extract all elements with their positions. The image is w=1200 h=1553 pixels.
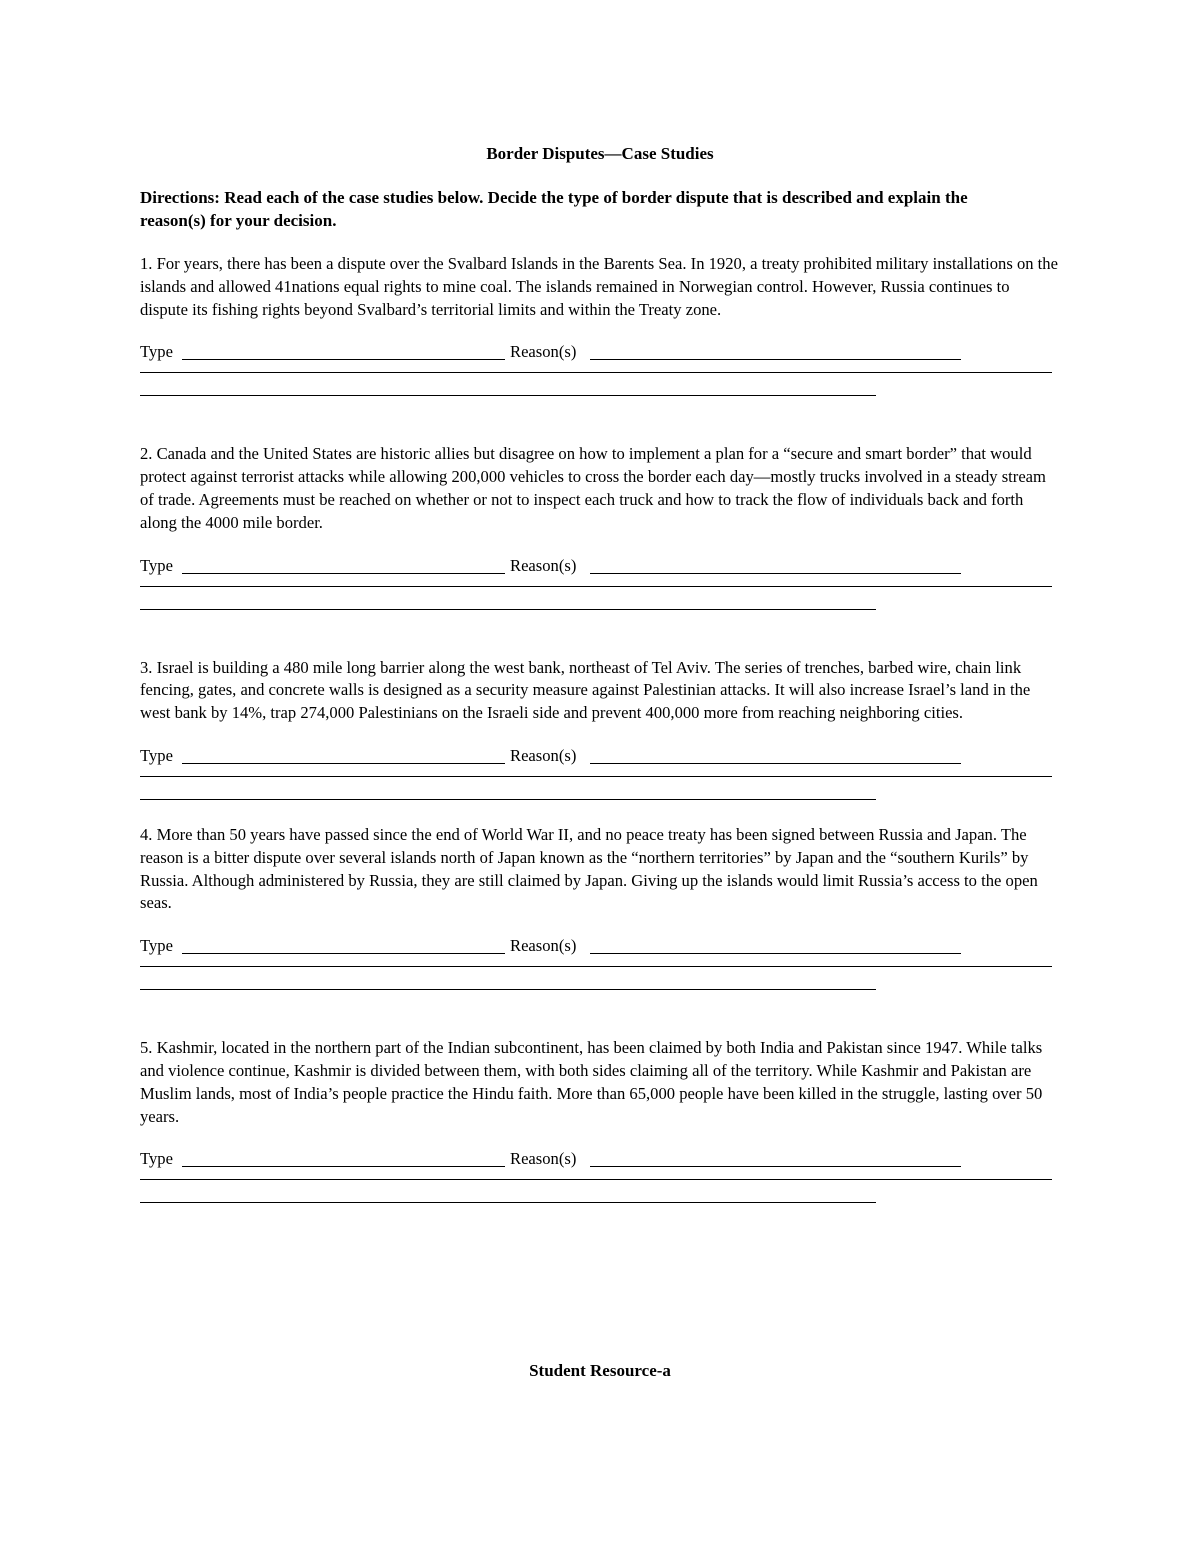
reason-answer-blank[interactable] [590, 1166, 961, 1167]
type-answer-blank[interactable] [182, 359, 505, 360]
case-study-5 [140, 1037, 1060, 1203]
reason-answer-line[interactable] [140, 372, 1052, 373]
type-answer-blank[interactable] [182, 953, 505, 954]
reason-answer-line[interactable] [140, 1202, 876, 1203]
type-label: Type [140, 745, 173, 765]
reason-answer-line[interactable] [140, 776, 1052, 777]
reason-label: Reason(s) [510, 342, 577, 362]
page-title: Border Disputes—Case Studies [486, 144, 714, 163]
type-answer-blank[interactable] [182, 1166, 505, 1167]
type-answer-blank[interactable] [182, 763, 505, 764]
reason-answer-line[interactable] [140, 586, 1052, 587]
case-study-text: 3. Israel is building a 480 mile long barrier along the west bank, northeast of Tel Aviv. The series of trenches, barbed wire, chain link fencing, gates, and concrete walls is designed as a security measure against Palestinian attacks. It will also increase Israel’s land in the west bank by 14%, trap 274,000 Palestinians on the Israeli side and prevent 400,000 more from reaching neighboring cities. [140, 657, 1031, 723]
reason-label: Reason(s) [510, 555, 577, 575]
reason-answer-blank[interactable] [590, 573, 961, 574]
reason-answer-line[interactable] [140, 989, 876, 990]
case-study-text: 4. More than 50 years have passed since the end of World War II, and no peace treaty has been signed between Russia and Japan. The reason is a bitter dispute over several islands north of Japan known as the “northern territories” by Japan and the “southern Kurils” by Russia. Although administered by Russia, they are still claimed by Japan. Giving up the islands would limit Russia’s access to the open seas. [140, 824, 1038, 913]
reason-answer-line[interactable] [140, 966, 1052, 967]
case-study-3 [140, 657, 1060, 800]
type-answer-blank[interactable] [182, 573, 505, 574]
reason-answer-line[interactable] [140, 799, 876, 800]
answer-row [140, 745, 1060, 767]
answer-row [140, 555, 1060, 577]
case-study-text: 1. For years, there has been a dispute over the Svalbard Islands in the Barents Sea. In 1920, a treaty prohibited military installations on the islands and allowed 41nations equal rights to mine coal. The islands remained in Norwegian control. However, Russia continues to dispute its fishing rights beyond Svalbard’s territorial limits and within the Treaty zone. [140, 254, 1058, 319]
reason-label: Reason(s) [510, 745, 577, 765]
answer-row [140, 341, 1060, 363]
reason-answer-line[interactable] [140, 395, 876, 396]
answer-row [140, 935, 1060, 957]
reason-answer-blank[interactable] [590, 953, 961, 954]
type-label: Type [140, 936, 173, 956]
directions-text: Directions: Read each of the case studies below. Decide the type of border dispute that is described and explain the reason(s) for your decision. [140, 188, 968, 230]
reason-label: Reason(s) [510, 1149, 577, 1169]
worksheet-page [140, 140, 1060, 1203]
reason-answer-blank[interactable] [590, 359, 961, 360]
case-study-2 [140, 443, 1060, 609]
answer-row [140, 1148, 1060, 1170]
case-study-1 [140, 253, 1060, 396]
case-study-text: 5. Kashmir, located in the northern part of the Indian subcontinent, has been claimed by both India and Pakistan since 1947. While talks and violence continue, Kashmir is divided between them, with both sides claiming all of the territory. While Kashmir and Pakistan are Muslim lands, most of India’s people practice the Hindu faith. More than 65,000 people have been killed in the struggle, lasting over 50 years. [140, 1038, 1043, 1126]
footer-label: Student Resource-a [529, 1361, 671, 1380]
reason-answer-line[interactable] [140, 1179, 1052, 1180]
type-label: Type [140, 555, 173, 575]
case-study-4 [140, 824, 1060, 990]
reason-label: Reason(s) [510, 936, 577, 956]
type-label: Type [140, 342, 173, 362]
reason-answer-line[interactable] [140, 609, 876, 610]
reason-answer-blank[interactable] [590, 763, 961, 764]
type-label: Type [140, 1149, 173, 1169]
case-study-text: 2. Canada and the United States are historic allies but disagree on how to implement a plan for a “secure and smart border” that would protect against terrorist attacks while allowing 200,000 vehicles to cross the border each day—mostly trucks involved in a steady stream of trade. Agreements must be reached on whether or not to inspect each truck and how to track the flow of individuals back and forth along the 4000 mile border. [140, 444, 1046, 532]
